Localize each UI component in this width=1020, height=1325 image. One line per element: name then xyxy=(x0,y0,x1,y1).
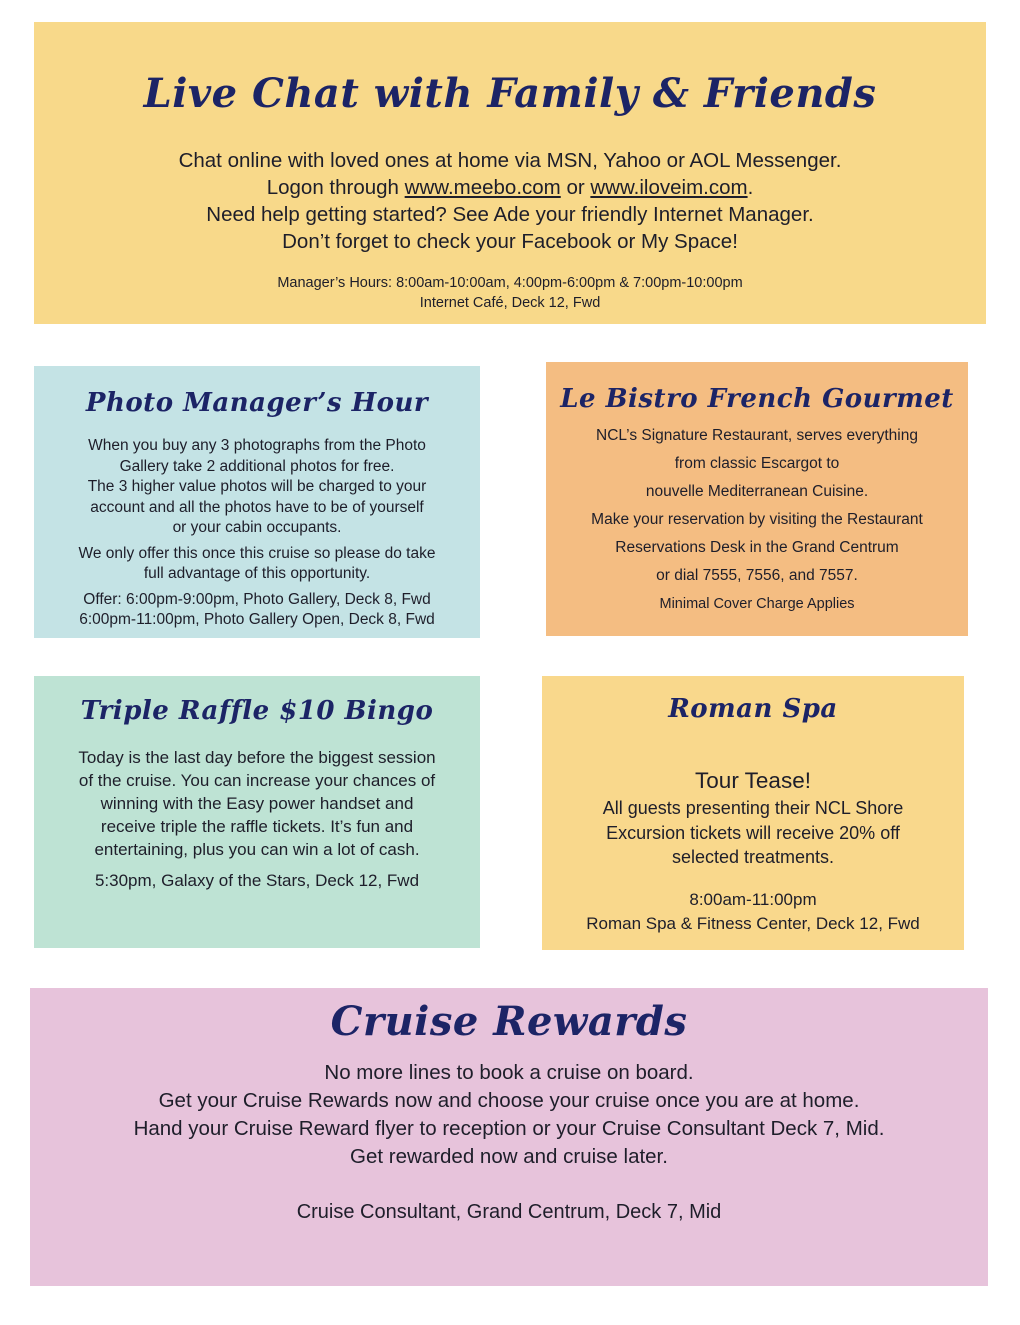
bingo-text-line: receive triple the raffle tickets. It’s fun and xyxy=(100,817,414,836)
internet-cafe-location: Internet Café, Deck 12, Fwd xyxy=(419,295,601,311)
bistro-text-line: Make your reservation by visiting the Restaurant xyxy=(591,511,923,528)
or-text: or xyxy=(560,176,591,199)
bingo-panel xyxy=(34,676,480,948)
cruise-consultant-location: Cruise Consultant, Grand Centrum, Deck 7, Mid xyxy=(296,1201,722,1223)
bingo-body xyxy=(34,746,480,892)
cruise-rewards-body xyxy=(30,1059,988,1171)
spa-location: Roman Spa & Fitness Center, Deck 12, Fwd xyxy=(586,914,920,933)
roman-spa-body xyxy=(542,796,964,870)
roman-spa-panel xyxy=(542,676,964,950)
photo-text-line: full advantage of this opportunity. xyxy=(143,565,371,582)
bingo-text-line: winning with the Easy power handset and xyxy=(100,794,414,813)
photo-text-line: Gallery take 2 additional photos for free. xyxy=(119,457,395,475)
manager-hours: Manager’s Hours: 8:00am-10:00am, 4:00pm-6:00pm & 7:00pm-10:00pm xyxy=(277,275,743,291)
live-chat-line-1: Chat online with loved ones at home via MSN, Yahoo or AOL Messenger. xyxy=(178,149,842,172)
photo-text-line: We only offer this once this cruise so please do take xyxy=(78,544,436,562)
le-bistro-body xyxy=(546,422,968,618)
spa-hours: 8:00am-11:00pm xyxy=(689,889,817,909)
bistro-phone-numbers: or dial 7555, 7556, and 7557. xyxy=(656,567,858,584)
bingo-text-line: of the cruise. You can increase your chances of xyxy=(78,771,436,790)
live-chat-hours xyxy=(34,273,986,313)
rewards-text-line: Get your Cruise Rewards now and choose your cruise once you are at home. xyxy=(158,1089,860,1112)
rewards-text-line: No more lines to book a cruise on board. xyxy=(324,1061,694,1084)
tour-tease-headline: Tour Tease! xyxy=(695,768,811,793)
cover-charge-note: Minimal Cover Charge Applies xyxy=(659,596,855,612)
bistro-text-line: from classic Escargot to xyxy=(674,455,840,472)
le-bistro-title: Le Bistro French Gourmet xyxy=(560,384,954,414)
cruise-rewards-title: Cruise Rewards xyxy=(330,998,688,1045)
spa-text-line: Excursion tickets will receive 20% off xyxy=(606,822,900,843)
spa-text-line: All guests presenting their NCL Shore xyxy=(602,798,904,818)
meebo-link[interactable]: www.meebo.com xyxy=(404,176,561,199)
bistro-text-line: NCL’s Signature Restaurant, serves everything xyxy=(596,427,918,444)
logon-text: Logon through xyxy=(266,176,405,199)
live-chat-title: Live Chat with Family & Friends xyxy=(143,70,877,117)
photo-text-line: account and all the photos have to be of yourself xyxy=(90,498,424,516)
photo-text-line: When you buy any 3 photographs from the Photo xyxy=(88,437,426,454)
photo-manager-panel xyxy=(34,366,480,638)
photo-text-line: The 3 higher value photos will be charged to your xyxy=(87,478,427,495)
live-chat-line-2 xyxy=(34,174,986,201)
roman-spa-footer xyxy=(542,888,964,937)
period-text: . xyxy=(747,176,754,199)
photo-manager-title: Photo Manager’s Hour xyxy=(85,388,429,418)
photo-manager-body xyxy=(34,436,480,631)
bingo-text-line: entertaining, plus you can win a lot of cash. xyxy=(94,840,420,859)
spa-text-line: selected treatments. xyxy=(671,847,835,867)
bistro-text-line: Reservations Desk in the Grand Centrum xyxy=(615,539,899,556)
live-chat-panel xyxy=(34,22,986,324)
le-bistro-panel xyxy=(546,362,968,636)
bingo-title: Triple Raffle $10 Bingo xyxy=(80,696,434,726)
roman-spa-title: Roman Spa xyxy=(668,694,838,724)
live-chat-line-3: Need help getting started? See Ade your friendly Internet Manager. xyxy=(206,203,814,226)
cruise-rewards-panel xyxy=(30,988,988,1286)
live-chat-body xyxy=(34,147,986,255)
bingo-text-line: Today is the last day before the biggest session xyxy=(78,748,436,767)
rewards-text-line: Hand your Cruise Reward flyer to reception or your Cruise Consultant Deck 7, Mid. xyxy=(133,1117,885,1140)
photo-text-line: or your cabin occupants. xyxy=(172,519,342,536)
bistro-text-line: nouvelle Mediterranean Cuisine. xyxy=(645,483,869,500)
photo-gallery-open-time: 6:00pm-11:00pm, Photo Gallery Open, Deck 8, Fwd xyxy=(79,611,435,628)
rewards-text-line: Get rewarded now and cruise later. xyxy=(350,1145,668,1168)
photo-offer-time: Offer: 6:00pm-9:00pm, Photo Gallery, Deck 8, Fwd xyxy=(83,590,431,608)
live-chat-line-4: Don’t forget to check your Facebook or My Space! xyxy=(282,230,738,253)
bingo-time-location: 5:30pm, Galaxy of the Stars, Deck 12, Fwd xyxy=(94,871,420,890)
iloveim-link[interactable]: www.iloveim.com xyxy=(590,176,748,199)
